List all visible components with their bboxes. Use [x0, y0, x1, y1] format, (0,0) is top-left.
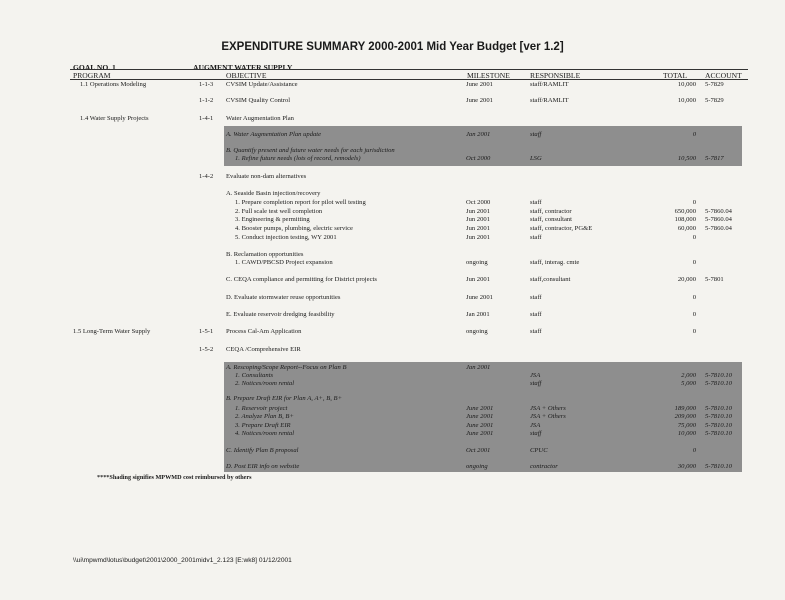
- row-total: 189,000: [674, 405, 696, 412]
- row-total: 0: [692, 311, 696, 318]
- file-path-footer: \\ui\mpwmd\lotus\budget\2001\2000_2001midv1_2.123 [E:wk8] 01/12/2001: [73, 557, 292, 564]
- row-milestone: June 2001: [466, 430, 494, 437]
- row-responsible: CPUC: [530, 447, 548, 454]
- table-row: [0, 259, 785, 268]
- row-code: 1-4-2: [199, 173, 214, 180]
- row-responsible: JSA + Others: [530, 413, 566, 420]
- row-milestone: ongoing: [466, 463, 488, 470]
- row-total: 10,000: [677, 430, 696, 437]
- row-objective: 1. Refine future needs (lots of record, remodels): [235, 155, 361, 162]
- row-code: 1-5-1: [199, 328, 214, 335]
- row-objective: 1. Consultants: [235, 372, 274, 379]
- row-total: 650,000: [674, 208, 696, 215]
- row-account: 5-7829: [705, 97, 724, 104]
- row-responsible: JSA: [530, 372, 541, 379]
- table-row: [0, 190, 785, 199]
- row-objective: C. Identify Plan B proposal: [226, 447, 299, 454]
- table-row: [0, 216, 785, 225]
- table-row: [0, 413, 785, 422]
- row-responsible: contractor: [530, 463, 558, 470]
- row-program: 1.4 Water Supply Projects: [80, 115, 149, 122]
- row-objective: CVSIM Update/Assistance: [226, 81, 298, 88]
- row-total: 0: [692, 234, 696, 241]
- row-account: 5-7810.10: [705, 463, 732, 470]
- row-total: 108,000: [674, 216, 696, 223]
- row-total: 0: [692, 447, 696, 454]
- row-milestone: June 2001: [466, 294, 493, 301]
- row-milestone: ongoing: [466, 328, 488, 335]
- row-responsible: staff: [530, 380, 542, 387]
- row-total: 20,000: [677, 276, 696, 283]
- row-milestone: Jan 2001: [466, 311, 490, 318]
- row-account: 5-7817: [705, 155, 724, 162]
- column-header-responsible: RESPONSIBLE: [530, 71, 581, 80]
- column-header-total: TOTAL: [663, 71, 688, 80]
- row-responsible: staff: [530, 294, 542, 301]
- row-objective: 3. Prepare Draft EIR: [235, 422, 291, 429]
- table-row: [0, 463, 785, 472]
- row-responsible: staff, interag. cmte: [530, 259, 580, 266]
- header-bottom-rule: [70, 79, 748, 80]
- row-responsible: LSG: [530, 155, 542, 162]
- table-row: [0, 155, 785, 164]
- row-milestone: ongoing: [466, 259, 488, 266]
- table-row: [0, 346, 785, 355]
- row-responsible: staff, contractor: [530, 208, 572, 215]
- row-total: 10,000: [677, 97, 696, 104]
- table-row: [0, 294, 785, 303]
- row-milestone: Oct 2000: [466, 155, 491, 162]
- row-objective: B. Quantify present and future water needs for each jurisdiction: [226, 147, 395, 154]
- document-title: EXPENDITURE SUMMARY 2000-2001 Mid Year Budget [ver 1.2]: [221, 41, 564, 53]
- row-objective: Evaluate non-dam alternatives: [226, 173, 307, 180]
- table-row: [0, 199, 785, 208]
- row-milestone: Jun 2001: [466, 208, 490, 215]
- row-responsible: JSA + Others: [530, 405, 566, 412]
- row-account: 5-7860.04: [705, 216, 732, 223]
- table-row: [0, 131, 785, 140]
- table-row: [0, 81, 785, 90]
- row-milestone: June 2001: [466, 422, 494, 429]
- row-objective: CEQA /Comprehensive EIR: [226, 346, 301, 353]
- row-responsible: staff: [530, 311, 542, 318]
- row-objective: 1. CAWD/PBCSD Project expansion: [235, 259, 333, 266]
- row-milestone: Oct 2000: [466, 199, 491, 206]
- row-milestone: Jun 2001: [466, 276, 490, 283]
- table-row: [0, 276, 785, 285]
- row-responsible: staff,consultant: [530, 276, 571, 283]
- table-row: [0, 395, 785, 404]
- row-code: 1-1-3: [199, 81, 214, 88]
- row-objective: 1. Prepare completion report for pilot well testing: [235, 199, 366, 206]
- row-total: 0: [692, 294, 696, 301]
- table-row: [0, 115, 785, 124]
- row-responsible: staff: [530, 328, 542, 335]
- row-objective: B. Reclamation opportunities: [226, 251, 304, 258]
- row-program: 1.5 Long-Term Water Supply: [73, 328, 151, 335]
- row-objective: 2. Notices/room rental: [235, 380, 295, 387]
- column-header-account: ACCOUNT: [705, 71, 742, 80]
- row-responsible: staff: [530, 234, 542, 241]
- column-header-program: PROGRAM: [73, 71, 111, 80]
- table-row: [0, 447, 785, 456]
- row-total: 10,000: [677, 81, 696, 88]
- row-code: 1-5-2: [199, 346, 214, 353]
- column-header-objective: OBJECTIVE: [226, 71, 267, 80]
- column-header-milestone: MILESTONE: [467, 71, 510, 80]
- header-top-rule: [70, 69, 748, 70]
- row-responsible: staff/RAMLIT: [530, 81, 569, 88]
- row-milestone: Jan 2001: [466, 364, 491, 371]
- row-objective: D. Evaluate stormwater reuse opportunities: [226, 294, 341, 301]
- row-objective: A. Rescoping/Scope Report--Focus on Plan B: [226, 364, 347, 371]
- row-account: 5-7810.10: [705, 380, 732, 387]
- goal-name: AUGMENT WATER SUPPLY: [193, 63, 293, 72]
- row-objective: 2. Analyze Plan B, B+: [235, 413, 294, 420]
- row-objective: Process Cal-Am Application: [226, 328, 302, 335]
- row-total: 2,000: [681, 372, 696, 379]
- row-milestone: June 2001: [466, 97, 493, 104]
- row-objective: 3. Engineering & permitting: [235, 216, 310, 223]
- row-total: 209,000: [674, 413, 696, 420]
- row-total: 0: [692, 259, 696, 266]
- table-row: [0, 311, 785, 320]
- row-milestone: Jun 2001: [466, 225, 490, 232]
- table-row: [0, 380, 785, 389]
- row-responsible: staff: [530, 199, 542, 206]
- row-objective: Water Augmentation Plan: [226, 115, 294, 122]
- row-objective: D. Post EIR info on website: [226, 463, 300, 470]
- row-objective: 4. Booster pumps, plumbing, electric service: [235, 225, 353, 232]
- row-total: 10,500: [677, 155, 696, 162]
- shading-footnote: ****Shading signifies MPWMD cost reimbursed by others: [97, 474, 252, 481]
- row-milestone: Jan 2001: [466, 131, 491, 138]
- table-row: [0, 173, 785, 182]
- row-account: 5-7860.04: [705, 225, 732, 232]
- row-objective: 4. Notices/room rental: [235, 430, 295, 437]
- row-objective: CVSIM Quality Control: [226, 97, 291, 104]
- row-objective: 2. Full scale test well completion: [235, 208, 323, 215]
- row-program: 1.1 Operations Modeling: [80, 81, 147, 88]
- row-account: 5-7860.04: [705, 208, 732, 215]
- row-responsible: staff, contractor, PG&E: [530, 225, 593, 232]
- row-objective: 5. Conduct injection testing, WY 2001: [235, 234, 337, 241]
- table-row: [0, 328, 785, 337]
- row-milestone: June 2001: [466, 405, 494, 412]
- row-objective: C. CEQA compliance and permitting for District projects: [226, 276, 377, 283]
- row-code: 1-1-2: [199, 97, 214, 104]
- row-total: 0: [692, 328, 696, 335]
- table-row: [0, 97, 785, 106]
- row-milestone: Jun 2001: [466, 234, 490, 241]
- row-account: 5-7810.10: [705, 430, 732, 437]
- goal-label: GOAL NO. 1: [73, 63, 116, 72]
- row-objective: B. Prepare Draft EIR for Plan A, A+, B, B+: [226, 395, 343, 402]
- row-code: 1-4-1: [199, 115, 214, 122]
- row-responsible: staff: [530, 131, 542, 138]
- row-account: 5-7810.10: [705, 372, 732, 379]
- row-account: 5-7801: [705, 276, 724, 283]
- row-total: 0: [692, 199, 696, 206]
- table-row: [0, 225, 785, 234]
- table-row: [0, 430, 785, 439]
- row-account: 5-7810.10: [705, 422, 732, 429]
- row-milestone: Oct 2001: [466, 447, 491, 454]
- row-objective: A. Water Augmentation Plan update: [226, 131, 322, 138]
- row-total: 30,000: [677, 463, 696, 470]
- row-objective: 1. Reservoir project: [235, 405, 288, 412]
- row-total: 75,000: [677, 422, 696, 429]
- row-objective: A. Seaside Basin injection/recovery: [226, 190, 321, 197]
- row-responsible: staff/RAMLIT: [530, 97, 569, 104]
- row-milestone: June 2001: [466, 81, 493, 88]
- table-row: [0, 234, 785, 243]
- row-total: 0: [692, 131, 696, 138]
- row-objective: E. Evaluate reservoir dredging feasibility: [226, 311, 335, 318]
- row-milestone: Jun 2001: [466, 216, 490, 223]
- row-total: 5,000: [681, 380, 696, 387]
- row-responsible: staff: [530, 430, 542, 437]
- row-account: 5-7829: [705, 81, 724, 88]
- row-total: 60,000: [677, 225, 696, 232]
- row-responsible: JSA: [530, 422, 541, 429]
- row-milestone: June 2001: [466, 413, 494, 420]
- row-account: 5-7810.10: [705, 405, 732, 412]
- row-account: 5-7810.10: [705, 413, 732, 420]
- row-responsible: staff, consultant: [530, 216, 572, 223]
